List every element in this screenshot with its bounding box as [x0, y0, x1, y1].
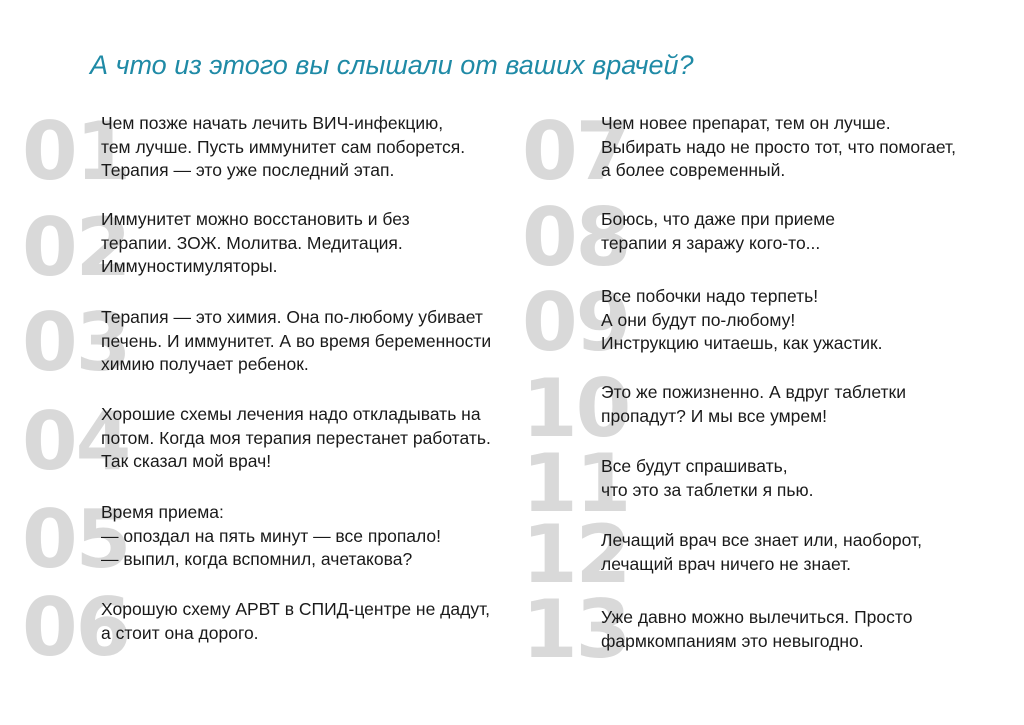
item-number: 10 [522, 362, 630, 455]
item-line: терапии. ЗОЖ. Молитва. Медитация. [101, 232, 403, 253]
item-text [601, 285, 883, 356]
item-line: тем лучше. Пусть иммунитет сам поборется. [101, 136, 466, 157]
item-line: лечащий врач ничего не знает. [601, 553, 852, 574]
item-line: Уже давно можно вылечиться. Просто [601, 607, 913, 627]
item-line: Лечащий врач все знает или, наоборот, [601, 530, 922, 550]
item-line: Это же пожизненно. А вдруг таблетки [601, 382, 906, 402]
item-text [601, 455, 814, 502]
item-line: Иммунитет можно восстановить и без [101, 209, 410, 229]
page-title: А что из этого вы слышали от ваших врачей? [90, 50, 694, 80]
item-line: А они будут по-любому! [601, 309, 796, 330]
item-text [601, 381, 906, 428]
item-line: Иммуностимуляторы. [101, 256, 278, 276]
item-number: 08 [522, 191, 630, 284]
item-line: химию получает ребенок. [101, 354, 309, 374]
item-line: Боюсь, что даже при приеме [601, 209, 836, 229]
item-text [601, 606, 912, 653]
item-line: — опоздал на пять минут — все пропало! [101, 525, 442, 546]
item-line: Так сказал мой врач! [101, 451, 272, 471]
item-line: Выбирать надо не просто тот, что помогает, [601, 136, 956, 157]
item-line: что это за таблетки я пью. [601, 479, 814, 500]
item-number: 04 [22, 395, 130, 488]
item-number: 03 [22, 296, 130, 389]
item-text [101, 208, 410, 279]
item-line: Чем новее препарат, тем он лучше. [601, 113, 891, 133]
item-line: а более современный. [601, 160, 786, 180]
item-line: Терапия — это химия. Она по-любому убивает [101, 307, 483, 327]
item-line: Чем позже начать лечить ВИЧ-инфекцию, [101, 113, 444, 133]
item-line: Хорошие схемы лечения надо откладывать на [101, 404, 481, 424]
item-text [101, 598, 490, 645]
item-line: Терапия — это уже последний этап. [101, 160, 395, 180]
item-number: 09 [522, 276, 630, 369]
item-line: пропадут? И мы все умрем! [601, 405, 828, 426]
item-line: Время приема: [101, 502, 224, 522]
item-number: 06 [22, 581, 130, 674]
item-line: Хорошую схему АРВТ в СПИД-центре не дадут, [101, 599, 491, 619]
item-number: 07 [522, 105, 630, 198]
item-number: 02 [22, 201, 130, 294]
item-line: а стоит она дорого. [101, 622, 259, 643]
item-number: 12 [522, 508, 630, 601]
item-number: 05 [22, 493, 130, 586]
item-line: Все будут спрашивать, [601, 456, 788, 476]
item-line: потом. Когда моя терапия перестанет работать. [101, 427, 491, 448]
item-text [101, 501, 441, 572]
item-text [601, 208, 835, 255]
item-text [601, 529, 922, 576]
item-number: 11 [522, 437, 630, 530]
item-line: Все побочки надо терпеть! [601, 286, 819, 306]
item-line: Инструкцию читаешь, как ужастик. [601, 333, 883, 353]
item-line: фармкомпаниям это невыгодно. [601, 630, 864, 651]
item-line: — выпил, когда вспомнил, ачетакова? [101, 549, 413, 569]
item-text [101, 403, 491, 474]
item-number: 01 [22, 105, 130, 198]
item-text [101, 112, 465, 183]
item-number: 13 [522, 583, 630, 676]
item-line: терапии я заражу кого-то... [601, 232, 821, 253]
item-text [601, 112, 956, 183]
item-line: печень. И иммунитет. А во время беременности [101, 330, 492, 351]
item-text [101, 306, 491, 377]
